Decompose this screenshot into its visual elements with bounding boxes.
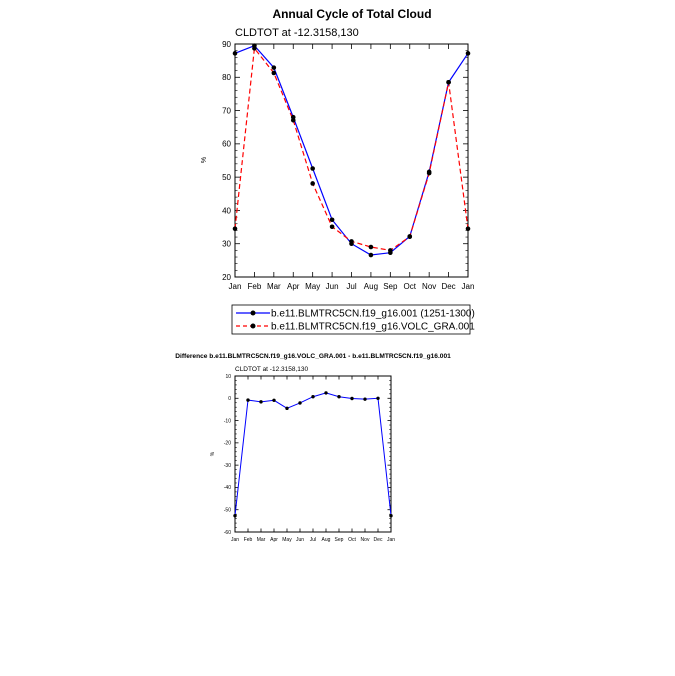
chart1-series2-point — [388, 248, 393, 253]
chart2-series1-point — [259, 400, 262, 403]
chart1-series1-point — [272, 65, 277, 70]
chart1-x-tick-label: Jul — [346, 282, 357, 291]
chart1-y-tick-label: 80 — [222, 73, 231, 83]
chart1-series2-point — [427, 171, 432, 176]
chart2-y-tick-label: -40 — [223, 485, 231, 492]
chart2-series1-point — [337, 395, 340, 398]
chart1-subtitle: CLDTOT at -12.3158,130 — [235, 27, 359, 39]
chart1-series1-point — [466, 51, 471, 56]
chart1-legend — [232, 305, 475, 334]
chart1-x-tick-label: Jan — [228, 282, 242, 291]
chart2-x-tick-label: Jan — [230, 537, 240, 543]
chart2-x-tick-label: Oct — [348, 537, 356, 543]
chart1-x-tick-label: Jan — [461, 282, 475, 291]
chart1-series2-point — [272, 71, 277, 76]
chart1-x-tick-label: Aug — [363, 282, 379, 291]
chart1-series2-point — [369, 245, 374, 250]
chart2-x-tick-label: Apr — [270, 537, 278, 543]
chart2-series1-point — [272, 399, 275, 402]
chart2-plot — [224, 374, 395, 543]
chart1-x-tick-label: May — [305, 282, 321, 291]
chart2-series1-point — [285, 407, 288, 410]
chart2-x-tick-label: Aug — [321, 537, 331, 543]
chart1-y-tick-label: 50 — [222, 173, 231, 183]
chart1-x-tick-label: Apr — [287, 282, 300, 291]
chart2-x-tick-label: Jun — [295, 537, 305, 543]
legend-series1-marker — [251, 311, 256, 316]
chart1-x-tick-label: Dec — [441, 282, 456, 291]
chart1-title: Annual Cycle of Total Cloud — [272, 7, 432, 21]
chart2-subtitle: CLDTOT at -12.3158,130 — [235, 366, 309, 373]
chart1-x-tick-label: Nov — [422, 282, 437, 291]
chart1-x-tick-label: Mar — [266, 282, 281, 291]
legend-series1-label: b.e11.BLMTRC5CN.f19_g16.001 (1251-1300) — [271, 308, 475, 320]
chart2-y-tick-label: 10 — [225, 373, 231, 380]
chart1-series2-line — [235, 48, 468, 250]
chart1-series1-point — [310, 166, 315, 171]
chart1-series2-point — [446, 80, 451, 85]
chart1-x-tick-label: Feb — [247, 282, 262, 291]
chart2-x-tick-label: Mar — [256, 537, 266, 543]
chart2-x-tick-label: Feb — [243, 537, 253, 543]
chart2-series1-point — [376, 397, 379, 400]
chart2-y-tick-label: -50 — [223, 507, 231, 514]
chart1-series2-point — [466, 226, 471, 231]
legend-series2-marker — [251, 324, 256, 329]
chart2-series1-point — [350, 397, 353, 400]
legend-series2-label: b.e11.BLMTRC5CN.f19_g16.VOLC_GRA.001 — [271, 321, 475, 333]
chart2-x-tick-label: May — [282, 537, 292, 543]
chart1-x-tick-label: Oct — [403, 282, 416, 291]
chart2-y-tick-label: -60 — [223, 529, 231, 536]
chart2-x-tick-label: Sep — [334, 537, 344, 543]
chart1-y-tick-label: 60 — [222, 139, 231, 149]
chart2-y-tick-label: -10 — [223, 418, 231, 425]
chart2-series1-point — [311, 395, 314, 398]
chart2-series1-line — [235, 393, 391, 516]
chart1-plot — [222, 40, 474, 291]
chart2-x-tick-label: Nov — [360, 537, 370, 543]
chart1-series2-point — [349, 239, 354, 244]
chart1-series2-point — [252, 46, 257, 51]
chart2-title: Difference b.e11.BLMTRC5CN.f19_g16.VOLC_GRA.001 - b.e11.BLMTRC5CN.f19_g16.001 — [175, 353, 451, 360]
chart2-x-tick-label: Jul — [309, 537, 317, 543]
chart2-x-tick-label: Dec — [373, 537, 383, 543]
chart2-series1-point — [324, 391, 327, 394]
chart1-series2-point — [310, 181, 315, 186]
chart1-ylabel: % — [201, 156, 208, 164]
chart1-y-tick-label: 20 — [222, 272, 231, 282]
chart2-y-tick-label: -20 — [223, 440, 231, 447]
chart1-y-tick-label: 30 — [222, 239, 231, 249]
chart1-series2-point — [233, 226, 238, 231]
chart1-x-tick-label: Sep — [383, 282, 398, 291]
chart1-series1-line — [235, 46, 468, 255]
chart2-x-tick-label: Jan — [386, 537, 396, 543]
chart2-series1-point — [233, 514, 236, 517]
chart1-y-tick-label: 40 — [222, 206, 231, 216]
chart1-series2-point — [407, 234, 412, 239]
chart2-y-tick-label: -30 — [223, 462, 231, 469]
chart2-series1-point — [389, 514, 392, 517]
chart1-series2-point — [330, 224, 335, 229]
chart1-series2-point — [291, 118, 296, 123]
chart2-series1-point — [363, 397, 366, 400]
chart1-x-tick-label: Jun — [325, 282, 339, 291]
chart2-series1-point — [246, 398, 249, 401]
chart1-series1-point — [330, 217, 335, 222]
chart1-series1-point — [369, 253, 374, 258]
chart2-series1-point — [298, 401, 301, 404]
chart1-y-tick-label: 90 — [222, 39, 231, 49]
chart1-series1-point — [233, 51, 238, 56]
chart1-y-tick-label: 70 — [222, 106, 231, 116]
chart2-ylabel: % — [210, 451, 216, 457]
chart2-y-tick-label: 0 — [228, 396, 231, 403]
